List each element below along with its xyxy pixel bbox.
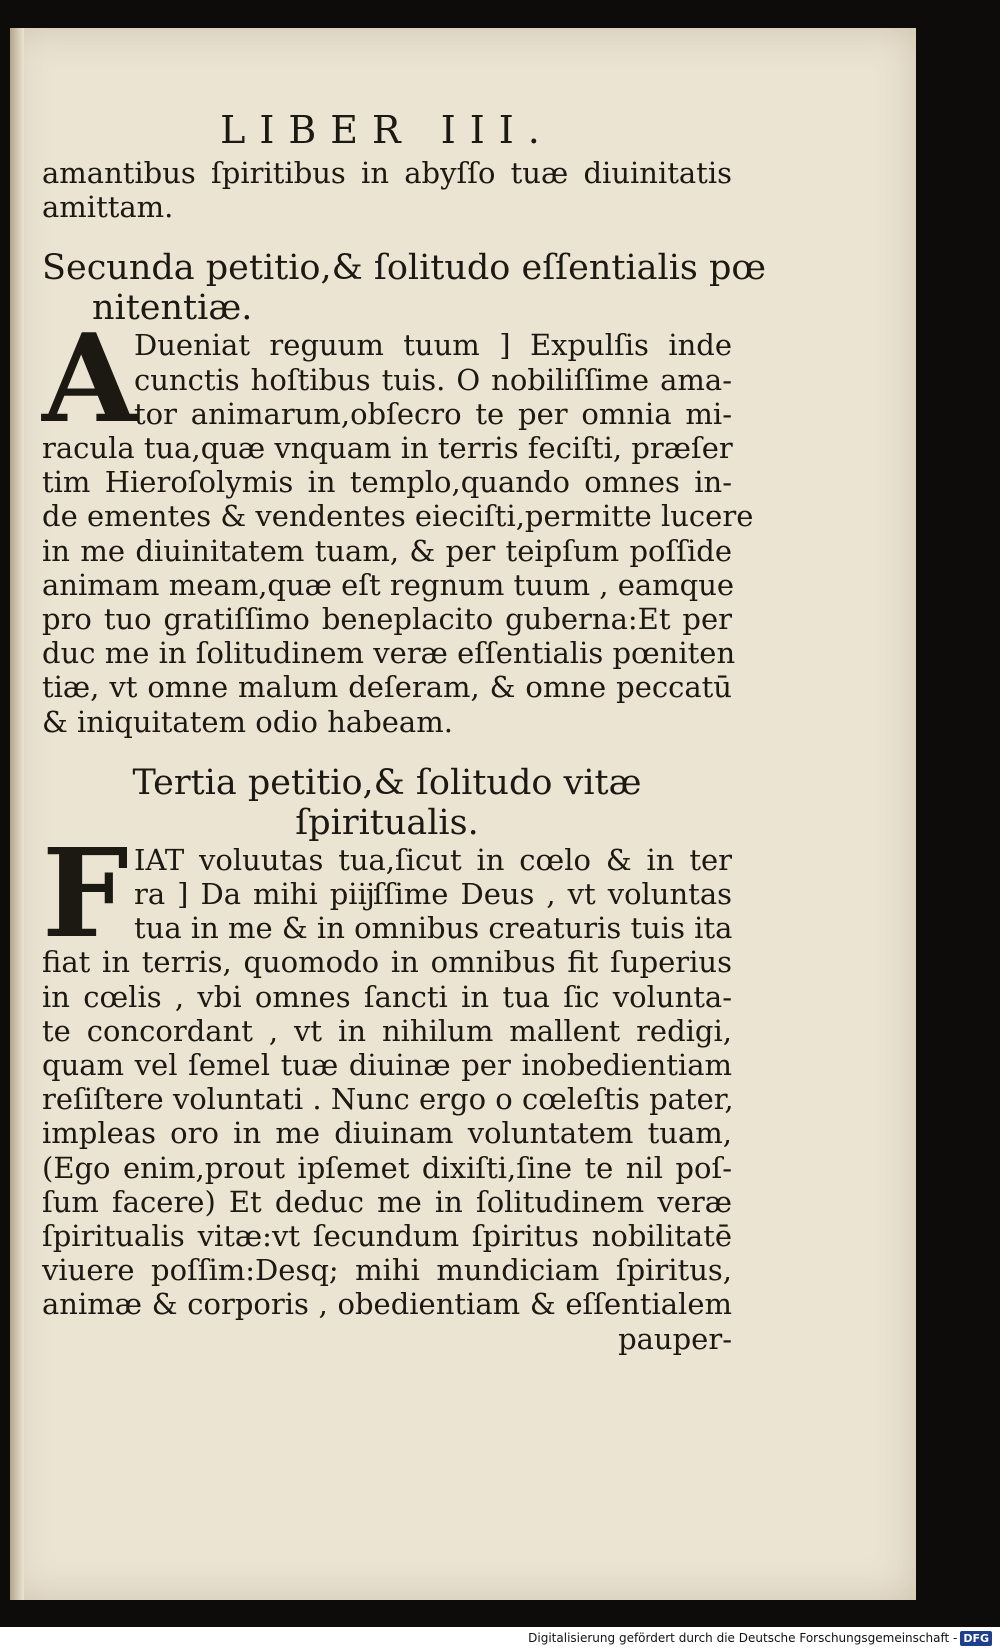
text-line: animam meam,quæ eſt regnum tuum , eamque <box>42 567 735 602</box>
text-line: animæ & corporis , obedientiam & eſſentialem <box>42 1287 732 1322</box>
text-line: & iniquitatem odio habeam. <box>42 704 453 739</box>
text-line: in cœlis , vbi omnes ſancti in tua ſic volunta- <box>42 979 732 1014</box>
drop-cap-initial: F <box>42 820 129 965</box>
paragraph <box>42 306 754 739</box>
section-heading: Secunda petitio,& ſolitudo eſſentialis pœ <box>42 248 766 289</box>
page-edge-shadow <box>10 28 24 1600</box>
carryover-line: amantibus ſpiritibus in abyſſo tuæ diuinitatis <box>42 156 732 190</box>
text-line: ra ] Da mihi piĳſſime Deus , vt voluntas <box>134 877 732 912</box>
text-line: viuere poſſim:Desq; mihi mundiciam ſpiritus, <box>42 1253 732 1288</box>
text-line: quam vel ſemel tuæ diuinæ per inobedientiam <box>42 1048 732 1083</box>
text-line: in me diuinitatem tuam, & per teipſum poſſide <box>42 533 732 568</box>
text-block <box>42 108 766 1356</box>
text-line: duc me in ſolitudinem veræ eſſentialis pœniten <box>42 636 736 671</box>
funding-notice-text: Digitalisierung gefördert durch die Deutsche Forschungsgemeinschaft - <box>528 1631 958 1645</box>
text-line: impleas oro in me diuinam voluntatem tuam, <box>42 1116 732 1151</box>
dfg-logo: DFG <box>960 1631 992 1646</box>
text-line: cunctis hoſtibus tuis. O nobiliſſime ama- <box>134 362 732 397</box>
book-page <box>10 28 916 1600</box>
text-line: reſiſtere voluntati . Nunc ergo o cœleſtis pater, <box>42 1082 734 1117</box>
text-line: ſum facere) Et deduc me in ſolitudinem veræ <box>42 1184 732 1219</box>
text-line: te concordant , vt in nihilum mallent redigi, <box>42 1013 732 1048</box>
text-line: tor animarum,obſecro te per omnia mi- <box>134 396 732 431</box>
drop-cap-initial: A <box>42 306 137 451</box>
text-line: Dueniat reguum tuum ] Expulſis inde <box>134 328 732 363</box>
text-line: (Ego enim,prout ipſemet dixiſti,ſine te nil poſ- <box>42 1150 732 1185</box>
section-heading: Tertia petitio,& ſolitudo vitæ <box>132 762 642 803</box>
carryover-line: amittam. <box>42 190 174 225</box>
text-line: racula tua,quæ vnquam in terris feciſti, præſer <box>42 431 733 466</box>
paragraph <box>42 820 734 1356</box>
catchword: pauper- <box>618 1321 732 1356</box>
text-line: fiat in terris, quomodo in omnibus fit ſuperius <box>42 945 732 980</box>
section-heading: nitentiæ. <box>92 288 253 329</box>
footer-band <box>0 1627 1000 1649</box>
running-head: LIBER III. <box>220 108 554 152</box>
text-line: ſpiritualis vitæ:vt ſecundum ſpiritus nobilitatē <box>42 1219 732 1254</box>
section-heading: ſpiritualis. <box>295 802 479 843</box>
text-line: de ementes & vendentes eieciſti,permitte lucere <box>42 499 754 534</box>
text-line: tua in me & in omnibus creaturis tuis ita <box>134 911 733 946</box>
text-line: tim Hieroſolymis in templo,quando omnes in- <box>42 465 732 500</box>
text-line: pro tuo gratiſſimo beneplacito guberna:Et per <box>42 602 732 637</box>
text-line: tiæ, vt omne malum deſeram, & omne peccatū <box>42 670 732 705</box>
funding-notice <box>528 1631 992 1646</box>
text-line: IAT voluutas tua,ſicut in cœlo & in ter <box>134 842 732 877</box>
